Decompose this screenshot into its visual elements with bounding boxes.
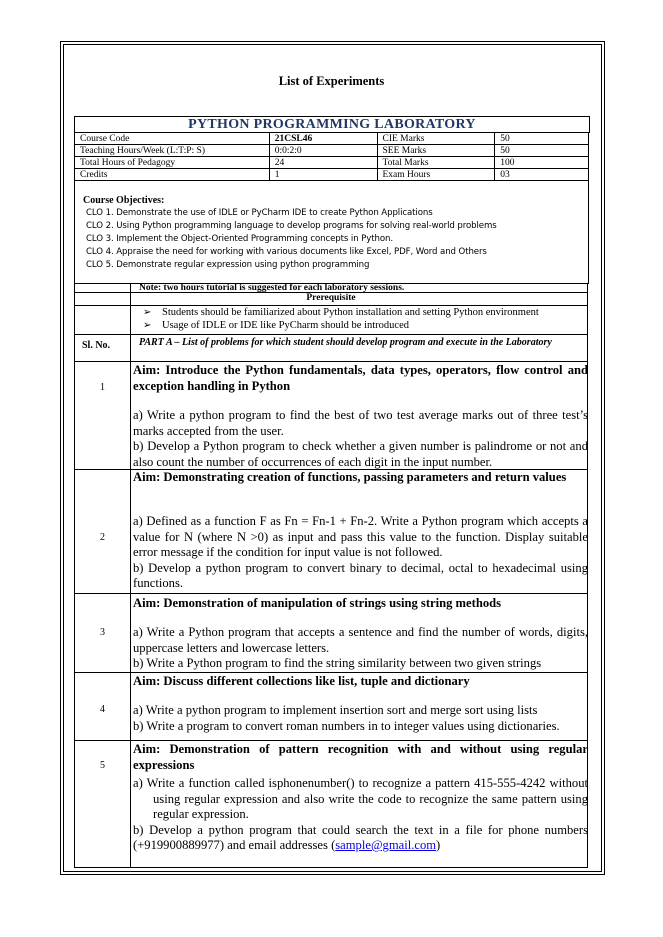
prerequisite-heading: Prerequisite xyxy=(74,293,588,305)
experiment-body xyxy=(133,408,588,470)
objective-item: CLO 4. Appraise the need for working with various documents like Excel, PDF, Word and Others xyxy=(86,247,487,257)
course-info-value: 1 xyxy=(269,169,377,181)
course-info-value: 50 xyxy=(495,145,589,157)
sl-number: 4 xyxy=(100,704,105,715)
prerequisite-item: ➢ Usage of IDLE or IDE like PyCharm should be introduced xyxy=(131,320,409,332)
experiment-part-a: a) Write a python program to implement insertion sort and merge sort using lists xyxy=(133,703,538,717)
objective-item: CLO 5. Demonstrate regular expression using python programming xyxy=(86,260,370,270)
experiment-part-b: b) Develop a python program that could search the text in a file for phone numbers (+919900889977) and email addresses (sample@gmail.com) xyxy=(133,822,588,852)
course-info-value: 03 xyxy=(495,169,589,181)
table-row xyxy=(75,145,589,157)
table-row xyxy=(75,133,589,145)
sl-number: 2 xyxy=(100,532,105,543)
course-info-table xyxy=(74,132,589,181)
course-info-value: 21CSL46 xyxy=(269,133,377,145)
experiment-part-a: a) Defined as a function F as Fn = Fn-1 + Fn-2. Write a Python program which accepts a value for N (where N >0) as input and pass this value to the function. Display suitable error message if the condition for input value is not followed. xyxy=(133,514,588,559)
note-text: Note: two hours tutorial is suggested for each laboratory sessions. xyxy=(139,283,405,293)
arrow-bullet-icon: ➢ xyxy=(143,307,152,318)
experiment-aim: Aim: Demonstration of manipulation of strings using string methods xyxy=(133,596,502,610)
experiment-body xyxy=(133,514,588,592)
course-info-label: Teaching Hours/Week (L:T:P: S) xyxy=(75,145,270,157)
lab-title: PYTHON PROGRAMMING LABORATORY xyxy=(74,116,590,133)
experiment-body xyxy=(133,625,588,672)
experiment-part-a: a) Write a Python program that accepts a sentence and find the number of words, digits, uppercase letters and lowercase letters. xyxy=(133,625,588,655)
experiment-body xyxy=(133,703,588,734)
experiment-part-b: b) Write a Python program to find the string similarity between two given strings xyxy=(133,656,542,670)
experiment-body xyxy=(133,776,588,854)
course-info-label: Total Hours of Pedagogy xyxy=(75,157,270,169)
experiment-aim: Aim: Discuss different collections like list, tuple and dictionary xyxy=(133,674,470,688)
course-info-label: CIE Marks xyxy=(377,133,495,145)
experiment-aim: Aim: Introduce the Python fundamentals, data types, operators, flow control and exception handling in Python xyxy=(133,363,588,393)
experiment-part-a: a) Write a python program to find the best of two test average marks out of three test’s marks accepted from the user. xyxy=(133,408,588,438)
sl-no-header: Sl. No. xyxy=(82,340,111,351)
course-info-value: 24 xyxy=(269,157,377,169)
page-title: List of Experiments xyxy=(278,74,385,88)
objectives-heading: Course Objectives: xyxy=(83,195,165,206)
course-info-label: SEE Marks xyxy=(377,145,495,157)
prerequisite-item: ➢ Students should be familiarized about Python installation and setting Python environment xyxy=(131,307,539,319)
objective-item: CLO 3. Implement the Object-Oriented Programming concepts in Python. xyxy=(86,234,393,244)
experiment-part-b: b) Write a program to convert roman numbers in to integer values using dictionaries. xyxy=(133,718,560,733)
part-a-header: PART A – List of problems for which student should develop program and execute in the Laboratory xyxy=(139,337,552,348)
email-link[interactable]: sample@gmail.com xyxy=(335,838,437,852)
experiment-aim: Aim: Demonstrating creation of functions, passing parameters and return values xyxy=(133,470,567,484)
arrow-bullet-icon: ➢ xyxy=(143,320,152,331)
table-row xyxy=(75,169,589,181)
experiment-part-b: b) Develop a python program to convert binary to decimal, octal to hexadecimal using functions. xyxy=(133,560,588,590)
experiment-aim: Aim: Demonstration of pattern recognition with and without using regular expressions xyxy=(133,742,588,772)
course-info-label: Total Marks xyxy=(377,157,495,169)
experiment-part-b: b) Develop a Python program to check whether a given number is palindrome or not and also count the number of occurrences of each digit in the input number. xyxy=(133,439,588,469)
note-section xyxy=(74,283,588,305)
objective-item: CLO 1. Demonstrate the use of IDLE or PyCharm IDE to create Python Applications xyxy=(86,208,433,218)
objective-item: CLO 2. Using Python programming language to develop programs for solving real-world problems xyxy=(86,221,497,231)
table-row xyxy=(75,157,589,169)
course-info-label: Exam Hours xyxy=(377,169,495,181)
course-info-value: 100 xyxy=(495,157,589,169)
sl-number: 5 xyxy=(100,760,105,771)
course-info-label: Credits xyxy=(75,169,270,181)
sl-number: 1 xyxy=(100,382,105,393)
course-objectives xyxy=(74,180,589,284)
experiment-part-a: a) Write a function called isphonenumber() to recognize a pattern 415-555-4242 without using regular expression and also write the code to recognize the same pattern using regular expression. xyxy=(133,776,588,821)
course-info-value: 50 xyxy=(495,133,589,145)
course-info-value: 0:0:2:0 xyxy=(269,145,377,157)
sl-number: 3 xyxy=(100,627,105,638)
course-info-label: Course Code xyxy=(75,133,270,145)
